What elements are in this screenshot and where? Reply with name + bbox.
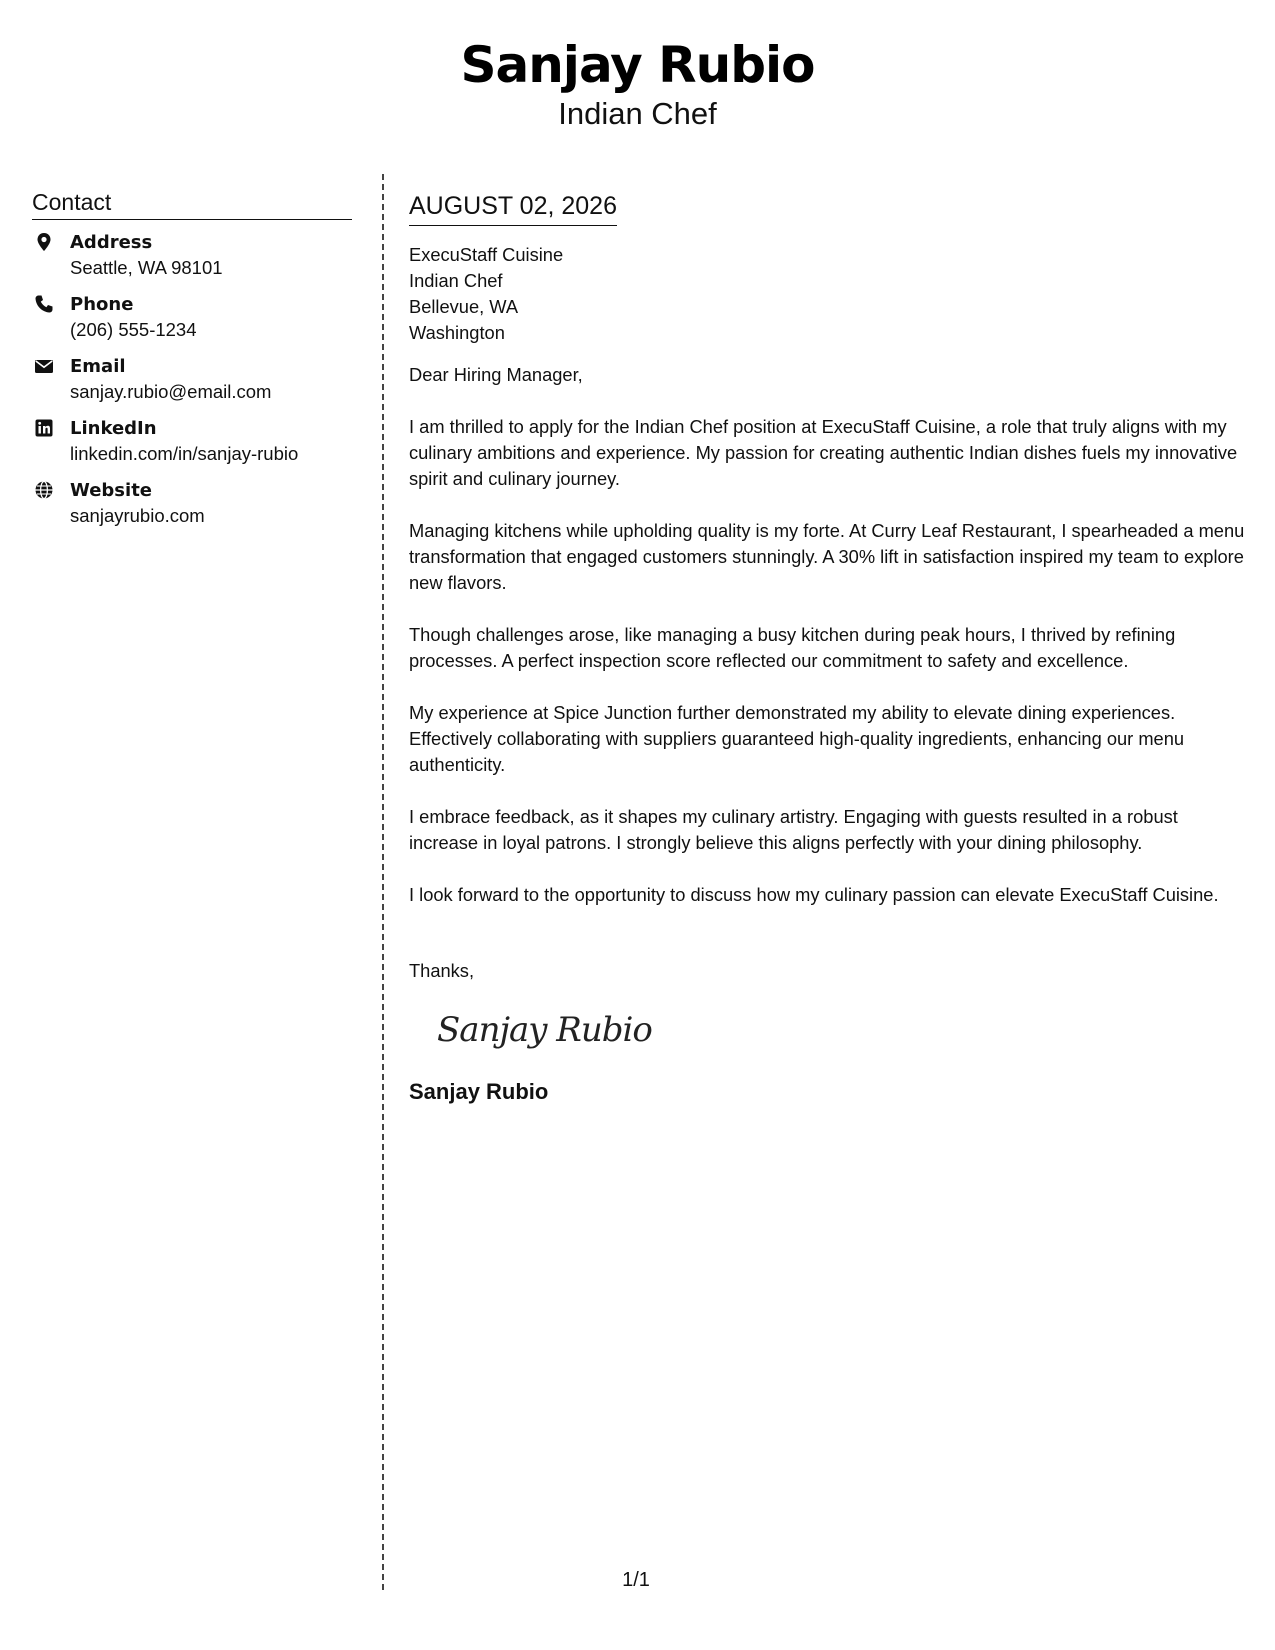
contact-label: LinkedIn: [70, 418, 157, 439]
contact-item-address: [32, 230, 352, 280]
letter-date: AUGUST 02, 2026: [409, 190, 617, 226]
map-pin-icon: [34, 232, 54, 252]
contact-label: Phone: [70, 294, 134, 315]
page-number: 1/1: [622, 1569, 650, 1591]
contact-label: Email: [70, 356, 126, 377]
contact-item-linkedin: [32, 416, 352, 466]
contact-label: Address: [70, 232, 153, 253]
globe-icon: [34, 480, 54, 500]
letter-paragraph: I look forward to the opportunity to discuss how my culinary passion can elevate ExecuStaff Cuisine.: [409, 884, 1219, 905]
contact-sidebar: [32, 188, 352, 540]
contact-value: (206) 555-1234: [70, 319, 197, 340]
contact-value: Seattle, WA 98101: [70, 257, 223, 278]
contact-heading: Contact: [32, 188, 352, 220]
contact-item-email: [32, 354, 352, 404]
letter-paragraph: I am thrilled to apply for the Indian Chef position at ExecuStaff Cuisine, a role that truly aligns with my culinary ambitions and experience. My passion for creating authentic Indian dishes fuels my innovative spirit and culinary journey.: [409, 416, 1238, 489]
letter-paragraph: Though challenges arose, like managing a busy kitchen during peak hours, I thrived by refining processes. A perfect inspection score reflected our commitment to safety and excellence.: [409, 624, 1176, 671]
contact-value: sanjay.rubio@email.com: [70, 381, 272, 402]
letter-paragraph: I embrace feedback, as it shapes my culinary artistry. Engaging with guests resulted in a robust increase in loyal patrons. I strongly believe this aligns perfectly with your dining philosophy.: [409, 806, 1178, 853]
phone-icon: [34, 294, 54, 314]
signer-name: Sanjay Rubio: [409, 1079, 549, 1104]
linkedin-icon: [34, 418, 54, 438]
applicant-name: Sanjay Rubio: [460, 36, 815, 94]
letter-body: [409, 190, 1249, 1106]
letter-paragraph: My experience at Spice Junction further demonstrated my ability to elevate dining experiences. Effectively collaborating with suppliers guaranteed high-quality ingredients, enhancing our menu authenticity.: [409, 702, 1185, 775]
recipient-company: ExecuStaff Cuisine: [409, 244, 564, 265]
recipient-state: Washington: [409, 322, 505, 343]
recipient-block: [409, 242, 1249, 346]
recipient-position: Indian Chef: [409, 270, 503, 291]
closing: Thanks,: [409, 960, 475, 981]
letter-paragraph: Managing kitchens while upholding quality is my forte. At Curry Leaf Restaurant, I spearheaded a menu transformation that engaged customers stunningly. A 30% lift in satisfaction inspired my team to explore new flavors.: [409, 520, 1245, 593]
contact-label: Website: [70, 480, 153, 501]
recipient-city: Bellevue, WA: [409, 296, 519, 317]
resume-header: [0, 34, 1275, 132]
envelope-icon: [34, 356, 54, 376]
contact-value: sanjayrubio.com: [70, 505, 205, 526]
salutation: Dear Hiring Manager,: [409, 364, 583, 385]
contact-item-phone: [32, 292, 352, 342]
column-divider: [382, 174, 384, 1590]
contact-item-website: [32, 478, 352, 528]
applicant-title: Indian Chef: [558, 96, 717, 131]
contact-value: linkedin.com/in/sanjay-rubio: [70, 443, 299, 464]
handwritten-signature: Sanjay Rubio: [437, 1010, 652, 1050]
